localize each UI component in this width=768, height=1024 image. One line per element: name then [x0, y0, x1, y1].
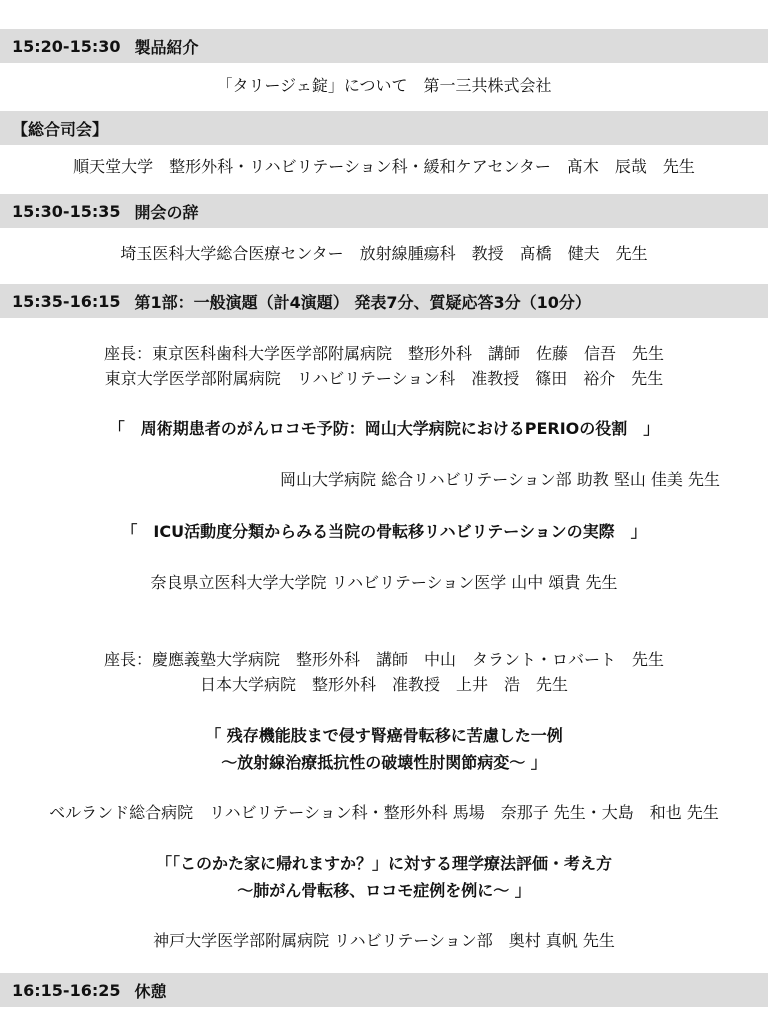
product-intro-line: 「タリージェ錠」について 第一三共株式会社 [216, 76, 552, 95]
talk-title: 「 ICU活動度分類からみる当院の骨転移リハビリテーションの実際 」 [121, 522, 647, 541]
section-header-session1 [0, 284, 768, 318]
section-header-product-intro [0, 29, 768, 63]
opening-line: 埼玉医科大学総合医療センター 放射線腫瘍科 教授 髙橋 健夫 先生 [120, 244, 648, 263]
section-title: 開会の辞 [134, 202, 199, 222]
talk-speaker: 岡山大学病院 総合リハビリテーション部 助教 堅山 佳美 先生 [280, 470, 720, 489]
section-title: 第1部：一般演題（計4演題） 発表7分、質疑応答3分（10分） [134, 292, 591, 312]
chair-line: 座長：慶應義塾大学病院 整形外科 講師 中山 タラント・ロバート 先生 [103, 650, 664, 669]
section-time: 15:35-16:15 [12, 291, 121, 311]
talk-speaker: ベルランド総合病院 リハビリテーション科・整形外科 馬場 奈那子 先生・大島 和也 先生 [49, 803, 719, 822]
chair-line: 東京大学医学部附属病院 リハビリテーション科 准教授 篠田 裕介 先生 [104, 369, 664, 388]
section-header-break [0, 973, 768, 1007]
section-time: 15:20-15:30 [12, 36, 121, 56]
talk-title: 「「このかた家に帰れますか？」に対する理学療法評価・考え方 [155, 854, 612, 873]
section-header-mc [0, 111, 768, 145]
section-time: 15:30-15:35 [12, 201, 121, 221]
section-header-opening [0, 194, 768, 228]
section-title: 製品紹介 [134, 37, 199, 57]
section-title: 休憩 [134, 981, 167, 1001]
talk-speaker: 神戸大学医学部附属病院 リハビリテーション部 奥村 真帆 先生 [153, 931, 615, 950]
talk-title: ～放射線治療抵抗性の破壊性肘関節病変～ 」 [221, 753, 547, 772]
talk-title: 「 残存機能肢まで侵す腎癌骨転移に苦慮した一例 [205, 726, 563, 745]
chair-line: 日本大学病院 整形外科 准教授 上井 浩 先生 [199, 675, 568, 694]
section-time: 16:15-16:25 [12, 980, 121, 1000]
talk-title: ～肺がん骨転移、ロコモ症例を例に～ 」 [237, 881, 531, 900]
talk-speaker: 奈良県立医科大学大学院 リハビリテーション医学 山中 頌貴 先生 [150, 573, 618, 592]
talk-title: 「 周術期患者のがんロコモ予防：岡山大学病院におけるPERIOの役割 」 [108, 419, 660, 438]
section-title: 【総合司会】 [12, 119, 109, 139]
mc-line: 順天堂大学 整形外科・リハビリテーション科・緩和ケアセンター 髙木 辰哉 先生 [73, 157, 695, 176]
chair-line: 座長：東京医科歯科大学医学部附属病院 整形外科 講師 佐藤 信吾 先生 [103, 344, 664, 363]
